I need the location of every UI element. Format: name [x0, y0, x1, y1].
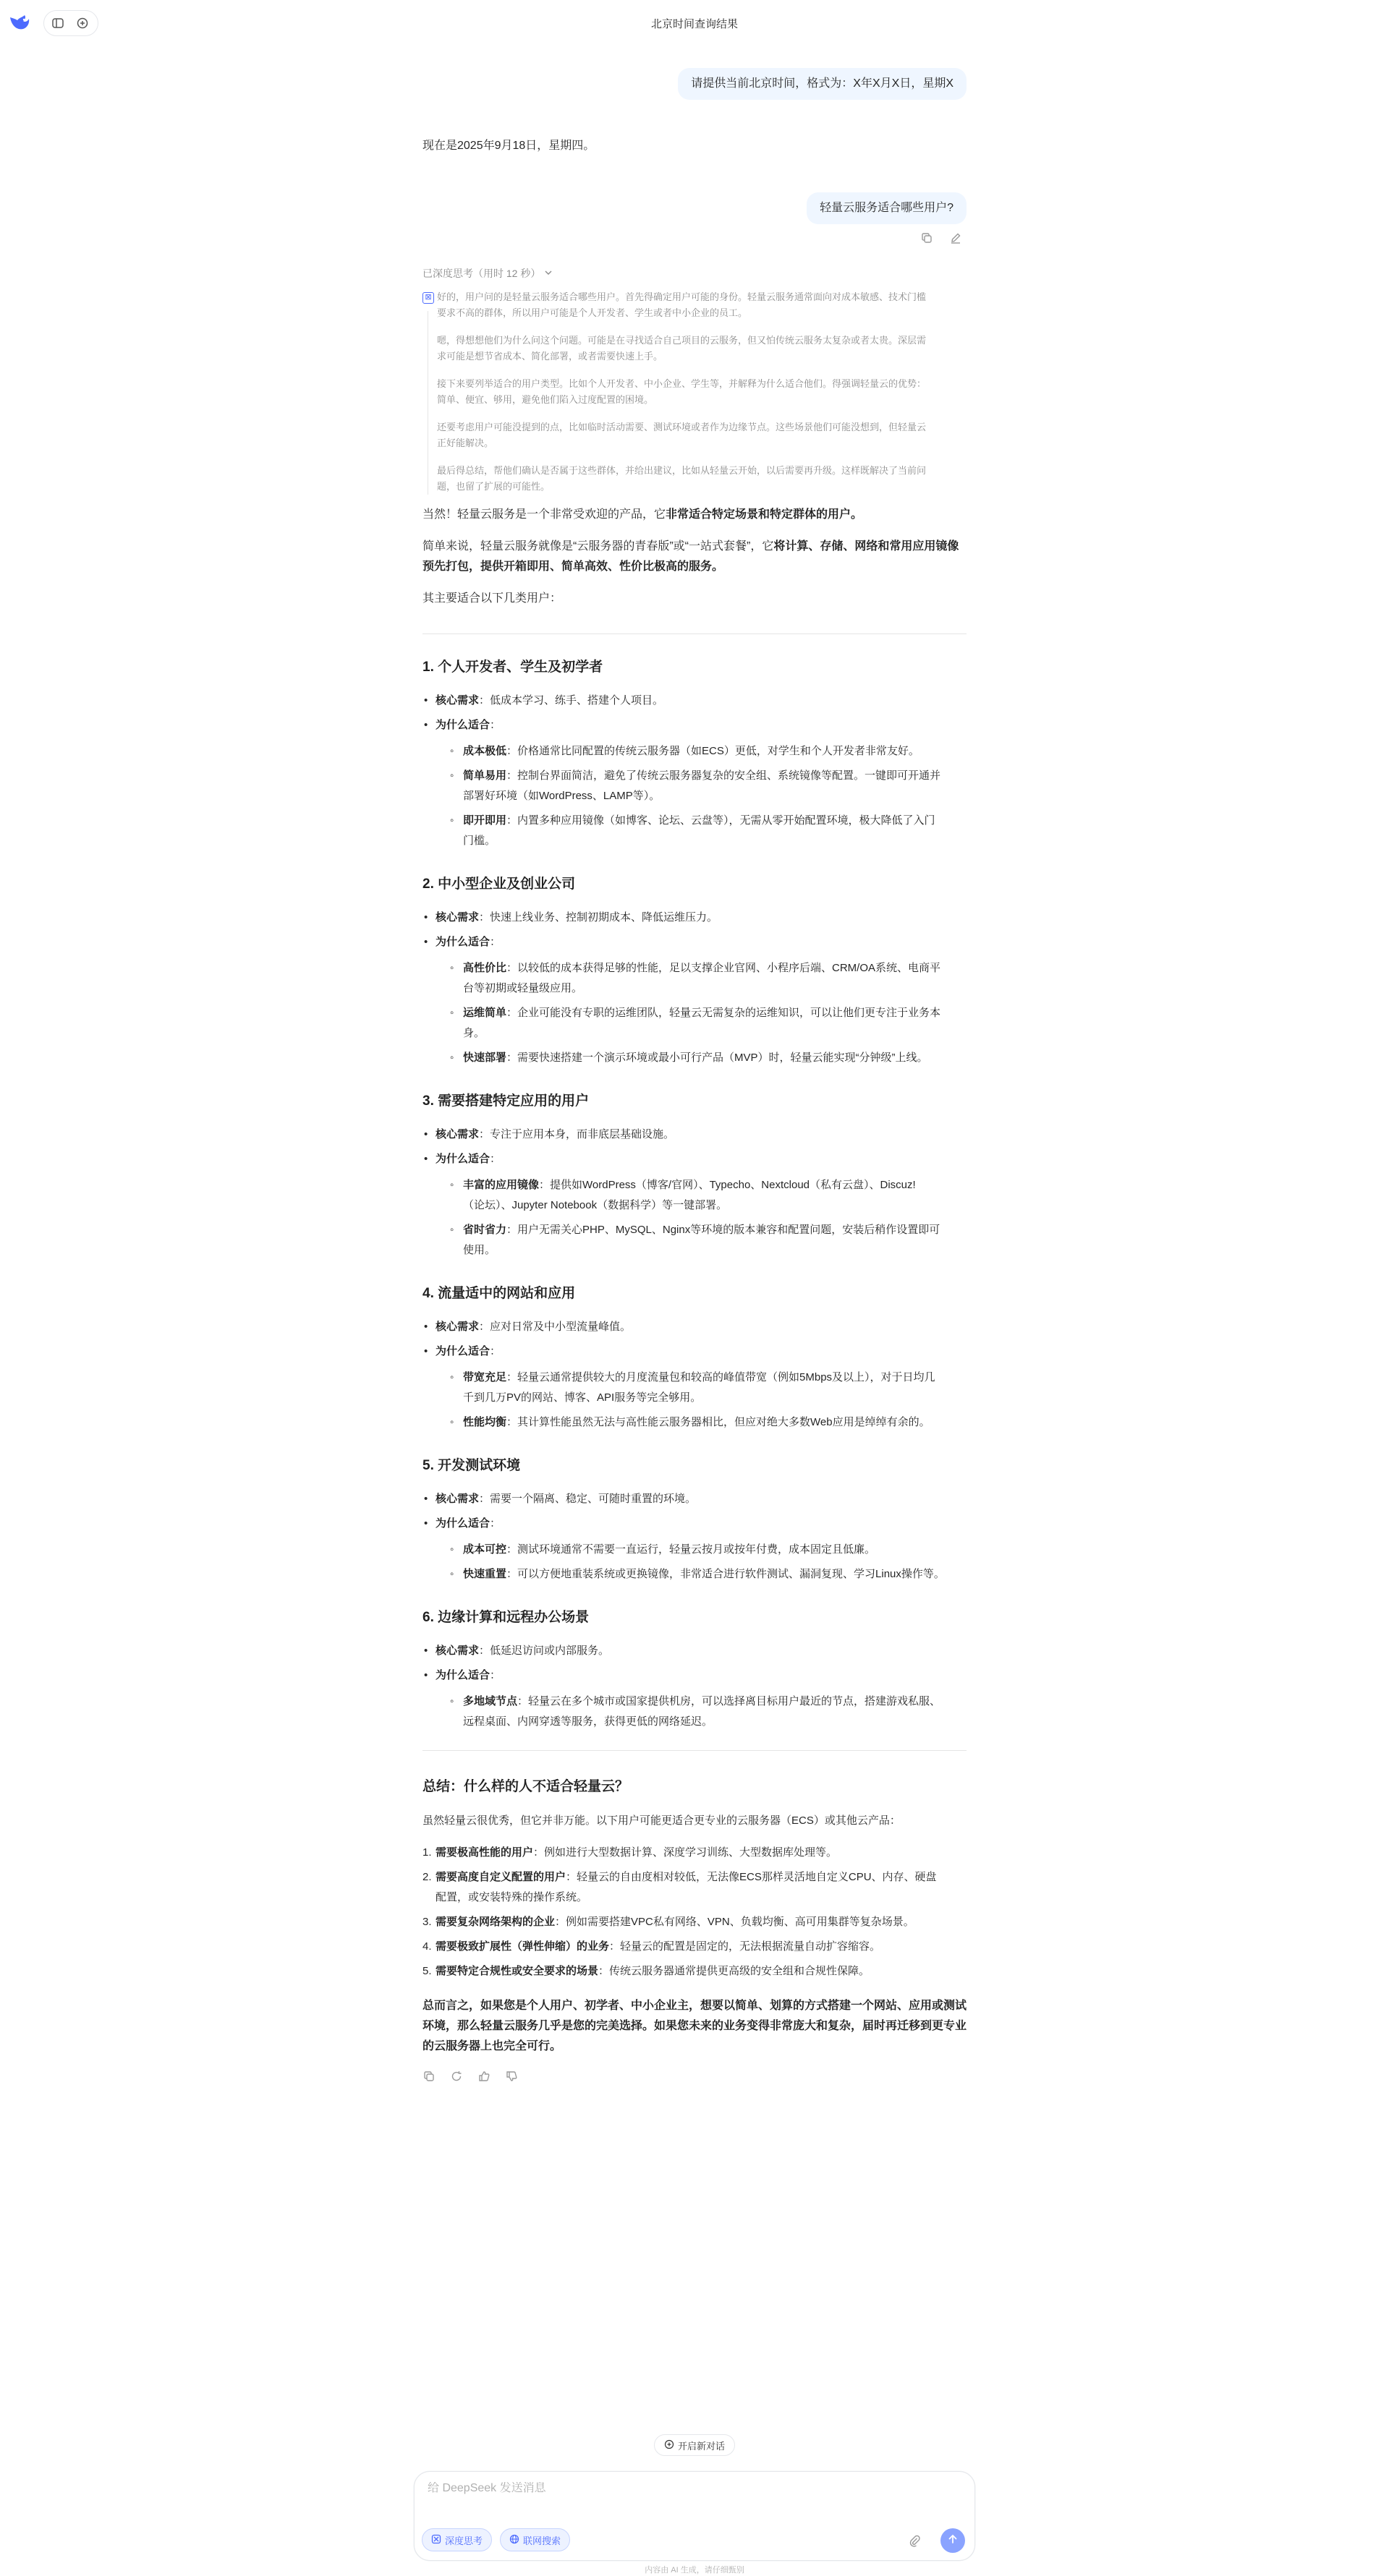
thinking-line: 简单、便宜、够用，避免他们陷入过度配置的困境。	[437, 394, 654, 405]
thinking-line: 最后得总结，帮他们确认是否属于这些群体，并给出建议，比如从轻量云开始，以后需要再升级。这样既解决了当前问	[437, 465, 927, 476]
answer-paragraph: 虽然轻量云很优秀，但它并非万能。以下用户可能更适合更专业的云服务器（ECS）或其他云产品：	[422, 1814, 901, 1827]
thinking-line: 接下来要列举适合的用户类型。比如个人开发者、中小企业、学生等，并解释为什么适合他们。得强调轻量云的优势：	[437, 378, 927, 389]
thinking-line: 还要考虑用户可能没提到的点，比如临时活动需要、测试环境或者作为边缘节点。这些场景他们可能没想到，但轻量云	[437, 422, 927, 432]
list-item: ◦ 快速部署：需要快速搭建一个演示环境或最小可行产品（MVP）时，轻量云能实现“分钟级”上线。	[449, 1048, 967, 1068]
answer-paragraph: 当然！轻量云服务是一个非常受欢迎的产品，它非常适合特定场景和特定群体的用户。	[422, 508, 863, 521]
user-message-actions	[920, 231, 962, 248]
thinking-line: 要求不高的群体，所以用户可能是个人开发者、学生或者中小企业的员工。	[437, 307, 748, 318]
answer-paragraph: 预先打包，提供开箱即用、简单高效、性价比极高的服务。	[422, 560, 724, 573]
thinking-header: 已深度思考（用时 12 秒）	[422, 268, 541, 279]
web-search-label: 联网搜索	[523, 2535, 561, 2546]
list-item: ◦ 即开即用：内置多种应用镜像（如博客、论坛、云盘等），无需从零开始配置环境，极大降低了入门 门槛。	[449, 811, 967, 851]
deep-think-label: 深度思考	[445, 2535, 483, 2546]
section-heading: 6. 边缘计算和远程办公场景	[422, 1610, 590, 1625]
section-heading: 2. 中小型企业及创业公司	[422, 877, 576, 892]
list-item: • 为什么适合：	[422, 715, 967, 735]
section-heading: 总结：什么样的人不适合轻量云？	[422, 1779, 629, 1794]
new-chat-button[interactable]	[654, 2434, 735, 2456]
deep-think-button[interactable]	[422, 2528, 492, 2551]
answer-paragraph: 其主要适合以下几类用户：	[422, 592, 562, 605]
conversation	[422, 0, 967, 2170]
thinking-toggle[interactable]	[422, 266, 553, 281]
list-item: ◦ 快速重置：可以方便地重装系统或更换镜像，非常适合进行软件测试、漏洞复现、学习Linux操作等。	[449, 1564, 967, 1585]
assistant-reply: 现在是2025年9月18日，星期四。	[422, 140, 595, 152]
list-item: • 核心需求：快速上线业务、控制初期成本、降低运维压力。	[422, 908, 967, 928]
list-item: 5. 需要特定合规性或安全要求的场景：传统云服务器通常提供更高级的安全组和合规性保障。	[422, 1965, 870, 1977]
thinking-line: 题，也留了扩展的可能性。	[437, 481, 551, 492]
answer-actions	[422, 2070, 518, 2086]
answer-paragraph: 简单来说，轻量云服务就像是“云服务器的青春版”或“一站式套餐”，它将计算、存储、网络和常用应用镜像	[422, 540, 959, 553]
answer-paragraph: 环境，那么轻量云服务几乎是您的完美选择。如果您未来的业务变得非常庞大和复杂，届时再迁移到更专业	[422, 2020, 967, 2032]
list-item: 3. 需要复杂网络架构的企业：例如需要搭建VPC私有网络、VPN、负载均衡、高可用集群等复杂场景。	[422, 1916, 914, 1928]
send-button[interactable]	[940, 2528, 965, 2553]
thinking-line: 好的，用户问的是轻量云服务适合哪些用户。首先得确定用户可能的身份。轻量云服务通常面向对成本敏感、技术门槛	[437, 291, 927, 302]
thinking-line: 正好能解决。	[437, 438, 494, 448]
list-item: ◦ 高性价比：以较低的成本获得足够的性能，足以支撑企业官网、小程序后端、CRM/OA系统、电商平 台等初期或轻量级应用。	[449, 958, 967, 999]
user-message: 轻量云服务适合哪些用户?	[807, 192, 967, 224]
section-heading: 4. 流量适中的网站和应用	[422, 1286, 576, 1301]
list-item: ◦ 简单易用：控制台界面简洁，避免了传统云服务器复杂的安全组、系统镜像等配置。一键即可开通并 部署好环境（如WordPress、LAMP等）。	[449, 766, 967, 806]
copy-icon[interactable]	[920, 231, 933, 248]
list-item: • 核心需求：需要一个隔离、稳定、可随时重置的环境。	[422, 1489, 967, 1509]
answer-paragraph: 总而言之，如果您是个人用户、初学者、中小企业主，想要以简单、划算的方式搭建一个网站、应用或测试	[422, 2000, 967, 2012]
thinking-line: 求可能是想节省成本、简化部署，或者需要快速上手。	[437, 351, 663, 362]
list-item: • 为什么适合：	[422, 1666, 967, 1686]
deep-think-icon: ⊠	[422, 292, 434, 304]
list-item: ◦ 丰富的应用镜像：提供如WordPress（博客/官网）、Typecho、Nextcloud（私有云盘）、Discuz! （论坛）、Jupyter Notebook（数据科学）等一键部署。	[449, 1175, 967, 1216]
deep-think-icon	[431, 2534, 441, 2546]
thumbs-up-icon[interactable]	[477, 2070, 490, 2086]
list-item: ◦ 带宽充足：轻量云通常提供较大的月度流量包和较高的峰值带宽（例如5Mbps及以上），对于日均几 千到几万PV的网站、博客、API服务等完全够用。	[449, 1368, 967, 1408]
thinking-line: 嗯，得想想他们为什么问这个问题。可能是在寻找适合自己项目的云服务，但又怕传统云服务太复杂或者太贵。深层需	[437, 335, 927, 346]
list-item: • 核心需求：应对日常及中小型流量峰值。	[422, 1317, 967, 1337]
list-item: 1. 需要极高性能的用户：例如进行大型数据计算、深度学习训练、大型数据库处理等。	[422, 1846, 838, 1859]
attachment-icon[interactable]	[908, 2534, 921, 2551]
list-item: • 为什么适合：	[422, 932, 967, 952]
web-search-button[interactable]	[500, 2528, 570, 2551]
plus-circle-icon	[664, 2439, 674, 2452]
list-item: 2. 需要高度自定义配置的用户：轻量云的自由度相对较低，无法像ECS那样灵活地自定义CPU、内存、硬盘 配置，或安装特殊的操作系统。	[422, 1871, 937, 1903]
new-chat-label: 开启新对话	[677, 2440, 725, 2452]
list-item: • 核心需求：专注于应用本身，而非底层基础设施。	[422, 1125, 967, 1145]
chevron-down-icon	[543, 268, 553, 280]
user-message: 请提供当前北京时间，格式为：X年X月X日，星期X	[678, 68, 967, 100]
message-input[interactable]	[428, 2482, 934, 2495]
page-title: 北京时间查询结果	[650, 18, 738, 30]
ai-disclaimer: 内容由 AI 生成，请仔细甄别	[645, 2566, 744, 2575]
thinking-content	[422, 289, 967, 499]
answer-paragraph: 的云服务器上也完全可行。	[422, 2040, 562, 2052]
list-item: • 为什么适合：	[422, 1149, 967, 1169]
regenerate-icon[interactable]	[450, 2070, 463, 2086]
section-heading: 3. 需要搭建特定应用的用户	[422, 1093, 590, 1109]
section-heading: 1. 个人开发者、学生及初学者	[422, 660, 603, 675]
list-item: ◦ 成本极低：价格通常比同配置的传统云服务器（如ECS）更低，对学生和个人开发者非常友好。	[449, 741, 967, 762]
list-item: • 核心需求：低成本学习、练手、搭建个人项目。	[422, 691, 967, 711]
list-item: 4. 需要极致扩展性（弹性伸缩）的业务：轻量云的配置是固定的，无法根据流量自动扩容缩容。	[422, 1940, 881, 1953]
list-item: • 核心需求：低延迟访问或内部服务。	[422, 1641, 967, 1661]
list-item: ◦ 多地域节点：轻量云在多个城市或国家提供机房，可以选择离目标用户最近的节点，搭建游戏私服、 远程桌面、内网穿透等服务，获得更低的网络延迟。	[449, 1692, 967, 1732]
list-item: • 为什么适合：	[422, 1342, 967, 1362]
copy-icon[interactable]	[422, 2070, 436, 2086]
list-item: ◦ 省时省力：用户无需关心PHP、MySQL、Nginx等环境的版本兼容和配置问题，安装后稍作设置即可 使用。	[449, 1220, 967, 1261]
list-item: ◦ 性能均衡：其计算性能虽然无法与高性能云服务器相比，但应对绝大多数Web应用是绰绰有余的。	[449, 1412, 967, 1433]
divider	[422, 1750, 967, 1751]
list-item: • 为什么适合：	[422, 1514, 967, 1534]
edit-icon[interactable]	[949, 231, 962, 248]
list-item: ◦ 运维简单：企业可能没有专职的运维团队，轻量云无需复杂的运维知识，可以让他们更专注于业务本 身。	[449, 1003, 967, 1044]
thumbs-down-icon[interactable]	[505, 2070, 518, 2086]
list-item: ◦ 成本可控：测试环境通常不需要一直运行，轻量云按月或按年付费，成本固定且低廉。	[449, 1540, 967, 1560]
arrow-up-icon	[947, 2533, 959, 2549]
section-heading: 5. 开发测试环境	[422, 1458, 521, 1473]
globe-icon	[509, 2534, 519, 2546]
message-composer	[414, 2471, 975, 2561]
